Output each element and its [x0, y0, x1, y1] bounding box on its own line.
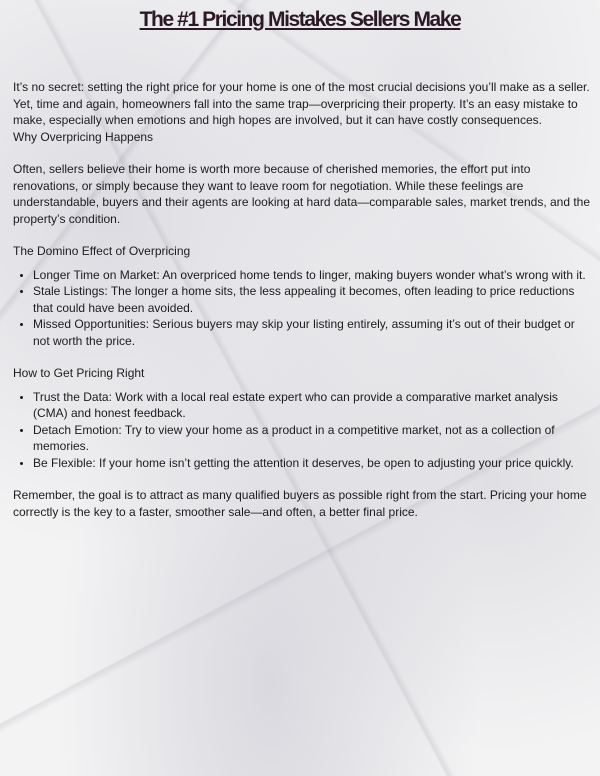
page-title: The #1 Pricing Mistakes Sellers Make	[139, 8, 461, 31]
pricing-right-heading: How to Get Pricing Right	[13, 366, 145, 380]
list-item: • Detach Emotion: Try to view your home as a product in a competitive market, not as a collection of memories.	[33, 422, 591, 455]
list-item: • Be Flexible: If your home isn’t getting the attention it deserves, be open to adjusting your price quickly.	[33, 455, 591, 472]
domino-list	[13, 267, 591, 350]
list-item: • Stale Listings: The longer a home sits, the less appealing it becomes, often leading to price reductions that could have been avoided.	[33, 283, 591, 316]
article-body	[13, 79, 591, 520]
list-item: • Longer Time on Market: An overpriced home tends to linger, making buyers wonder what’s wrong with it.	[33, 267, 591, 284]
closing-paragraph: Remember, the goal is to attract as many qualified buyers as possible right from the start. Pricing your home correctly is the key to a faster, smoother sale—and often, a better final price.	[13, 488, 587, 519]
domino-heading: The Domino Effect of Overpricing	[13, 244, 191, 258]
why-heading: Why Overpricing Happens	[13, 129, 154, 144]
list-item: • Missed Opportunities: Serious buyers may skip your listing entirely, assuming it’s out of their budget or not worth the price.	[33, 316, 591, 349]
why-paragraph: Often, sellers believe their home is worth more because of cherished memories, the effort put into renovations, or simply because they want to leave room for negotiation. While these feelings are understandable, buyers and their agents are looking at hard data—comparable sales, market trends, and the property’s condition.	[13, 162, 591, 226]
list-item: • Trust the Data: Work with a local real estate expert who can provide a comparative market analysis (CMA) and honest feedback.	[33, 389, 591, 422]
pricing-right-list	[13, 389, 591, 472]
intro-paragraph: It’s no secret: setting the right price for your home is one of the most crucial decisions you’ll make as a seller. Yet, time and again, homeowners fall into the same trap—overpricing their property. It’s an easy mistake to make, especially when emotions and high hopes are involved, but it can have costly consequences.	[13, 80, 590, 127]
